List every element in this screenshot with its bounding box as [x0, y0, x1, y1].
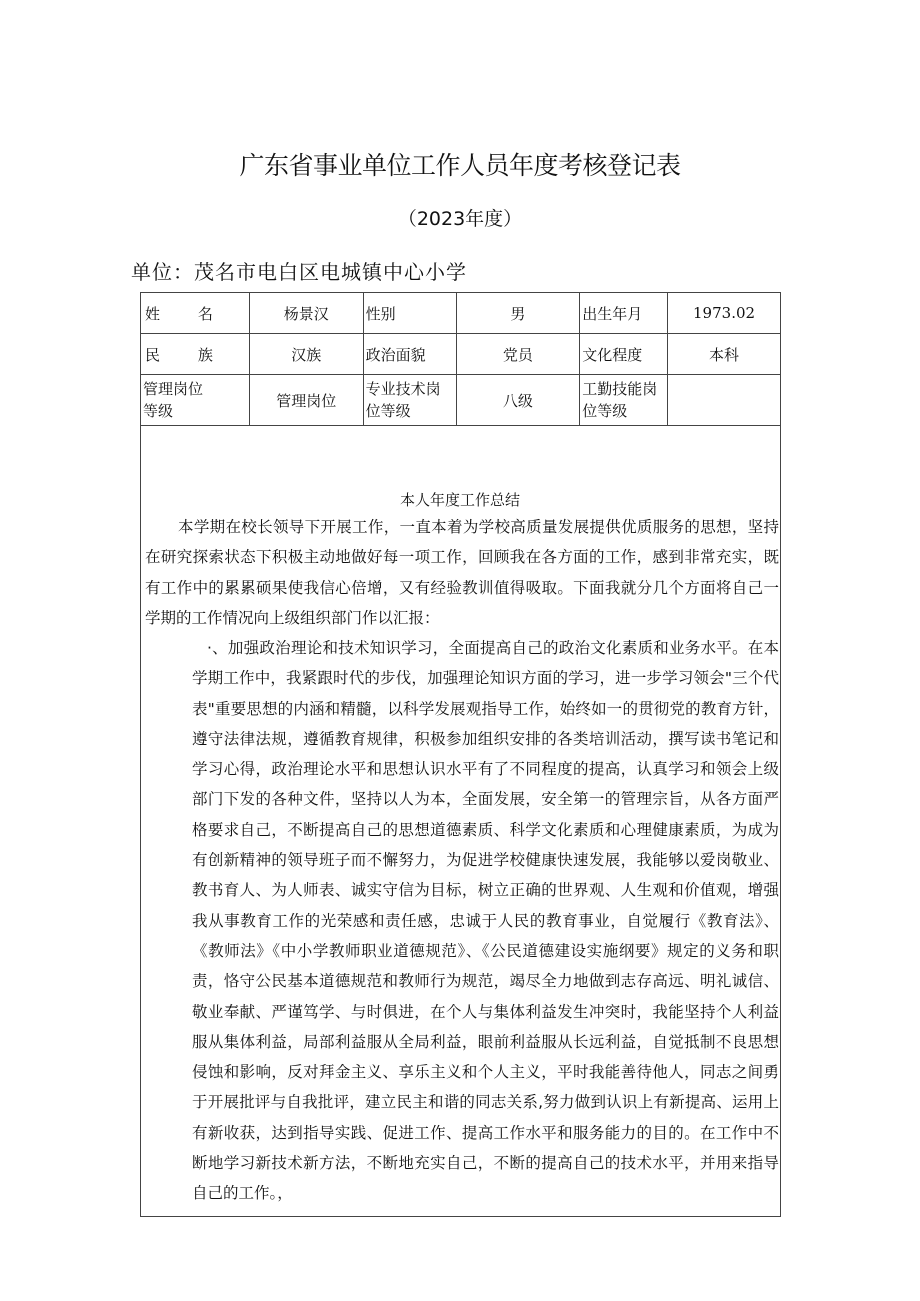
unit-line: 单位：茂名市电白区电城镇中心小学: [131, 260, 467, 284]
summary-title: 本人年度工作总结: [399, 491, 520, 509]
mgmt-level-label-line2: 等级: [143, 402, 174, 420]
ethnic-value: 汉族: [249, 334, 363, 375]
worker-level-label: [580, 375, 668, 426]
prof-level-label-line2: 位等级: [365, 402, 411, 420]
ethnic-label-part1: 民: [145, 345, 161, 364]
birth-label: 出生年月: [580, 293, 668, 334]
gender-label: 性别: [363, 293, 456, 334]
personal-info-table: [140, 292, 781, 426]
name-value: 杨景汉: [249, 293, 363, 334]
prof-level-label: [363, 375, 456, 426]
worker-level-label-line1: 工勤技能岗: [582, 380, 658, 398]
ethnic-label-part2: 族: [197, 345, 213, 364]
worker-level-label-line2: 位等级: [582, 402, 628, 420]
worker-level-value: [668, 375, 781, 426]
info-row-2: [141, 334, 781, 375]
education-value: 本科: [668, 334, 781, 375]
mgmt-level-value: 管理岗位: [249, 375, 363, 426]
ethnic-label-cell: [141, 334, 250, 375]
gender-value: 男: [456, 293, 580, 334]
political-label: 政治面貌: [363, 334, 456, 375]
name-label-part2: 名: [197, 304, 213, 323]
form-title: 广东省事业单位工作人员年度考核登记表: [239, 151, 681, 180]
info-row-3: [141, 375, 781, 426]
form-year: （2023年度）: [397, 208, 523, 230]
summary-paragraph-1: 本学期在校长领导下开展工作，一直本着为学校高质量发展提供优质服务的思想，坚持在研究探索状态下积极主动地做好每一项工作，回顾我在各方面的工作，感到非常充实，既有工作中的累累硕果使我信心倍增，又有经验教训值得吸取。下面我就分几个方面将自己一学期的工作情况向上级组织部门作以汇报：: [145, 518, 779, 627]
info-row-1: [141, 293, 781, 334]
prof-level-value: 八级: [456, 375, 580, 426]
mgmt-level-label-line1: 管理岗位: [143, 380, 204, 398]
mgmt-level-label: [141, 375, 250, 426]
name-label-cell: [141, 293, 250, 334]
political-value: 党员: [456, 334, 580, 375]
prof-level-label-line1: 专业技术岗: [365, 380, 441, 398]
birth-value: 1973.02: [668, 293, 781, 334]
name-label-part1: 姓: [145, 304, 161, 323]
summary-paragraph-2: ·、加强政治理论和技术知识学习，全面提高自己的政治文化素质和业务水平。在本学期工作中，我紧跟时代的步伐，加强理论知识方面的学习，进一步学习领会"三个代表"重要思想的内涵和精髓，以科学发展观指导工作，始终如一的贯彻党的教育方针，遵守法律法规，遵循教育规律，积极参加组织安排的各类培训活动，撰写读书笔记和学习心得，政治理论水平和思想认识水平有了不同程度的提高，认真学习和领会上级部门下发的各种文件，坚持以人为本，全面发展，安全第一的管理宗旨，从各方面严格要求自己，不断提高自己的思想道德素质、科学文化素质和心理健康素质，为成为有创新精神的领导班子而不懈努力，为促进学校健康快速发展，我能够以爱岗敬业、教书育人、为人师表、诚实守信为目标，树立正确的世界观、人生观和价值观，增强我从事教育工作的光荣感和责任感，忠诚于人民的教育事业，自觉履行《教育法》、《教师法》《中小学教师职业道德规范》、《公民道德建设实施纲要》规定的义务和职责，恪守公民基本道德规范和教师行为规范，竭尽全力地做到志存高远、明礼诚信、敬业奉献、严谨笃学、与时俱进，在个人与集体利益发生冲突时，我能坚持个人利益服从集体利益，局部利益服从全局利益，眼前利益服从长远利益，自觉抵制不良思想侵蚀和影响，反对拜金主义、享乐主义和个人主义，平时我能善待他人，同志之间勇于开展批评与自我批评，建立民主和谐的同志关系,努力做到认识上有新提高、运用上有新收获，达到指导实践、促进工作、提高工作水平和服务能力的目的。在工作中不断地学习新技术新方法，不断地充实自己，不断的提高自己的技术水平，并用来指导自己的工作。，: [192, 639, 779, 1203]
education-label: 文化程度: [580, 334, 668, 375]
